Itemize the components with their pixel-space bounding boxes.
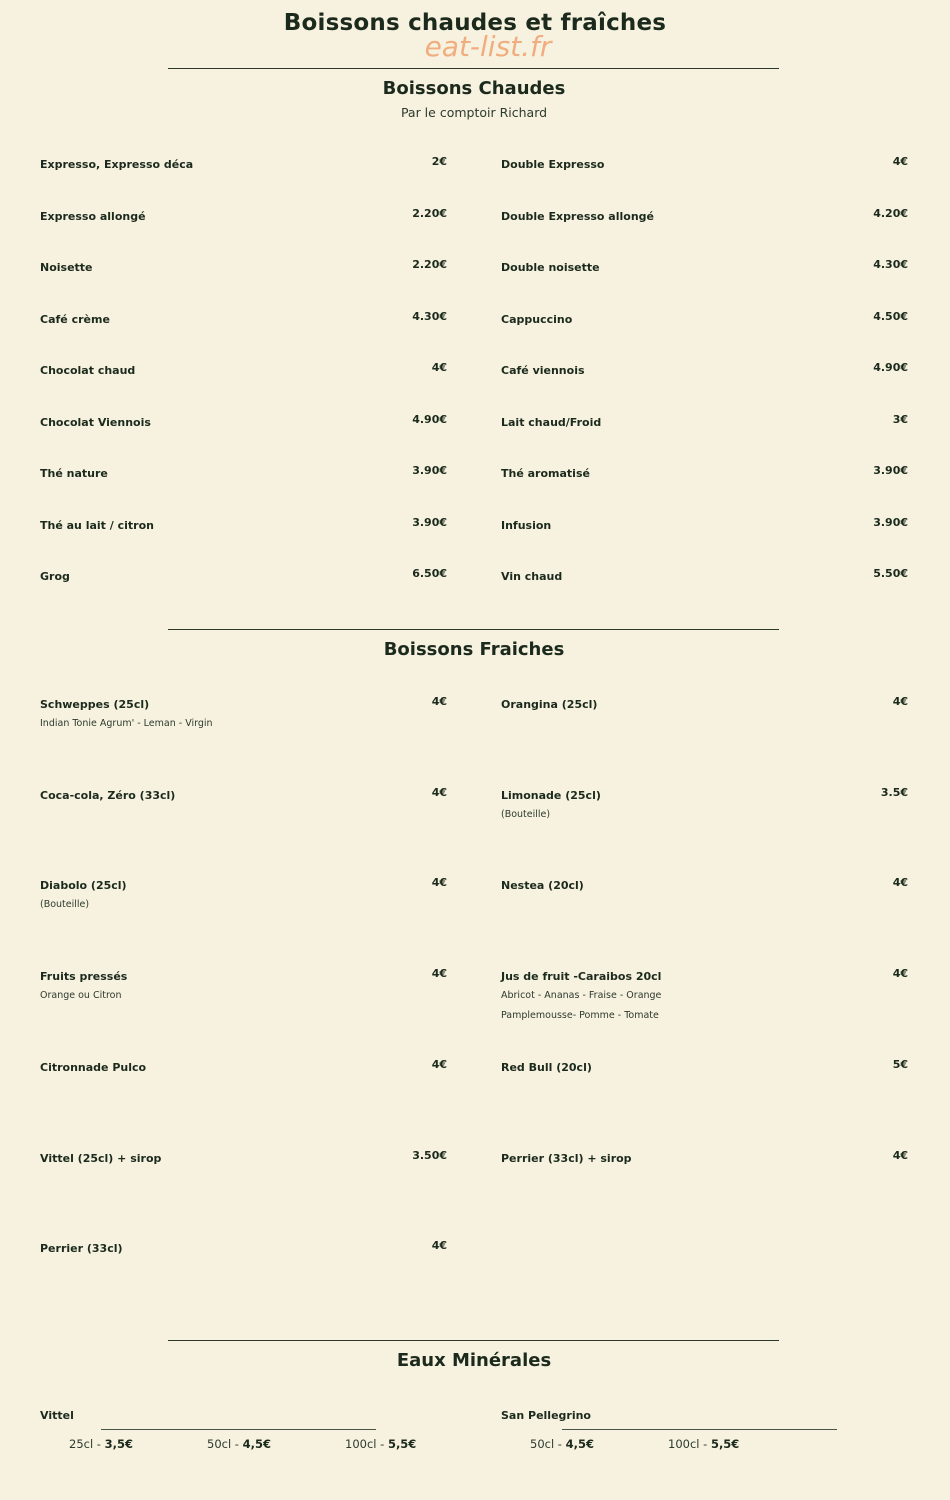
water-size: 25cl	[69, 1437, 94, 1451]
menu-item-name: Coca-cola, Zéro (33cl)	[40, 788, 176, 802]
menu-item-name: Fruits pressés	[40, 970, 128, 984]
menu-item-price: 4.30€	[412, 309, 447, 323]
cold-section-title: Boissons Fraiches	[383, 639, 565, 660]
menu-item-price: 3.90€	[412, 464, 447, 477]
water-rule	[101, 1429, 376, 1430]
menu-item-name: Infusion	[501, 518, 552, 532]
menu-item-price: 4€	[431, 361, 447, 374]
water-separator: -	[554, 1437, 566, 1451]
menu-item-name: Expresso allongé	[40, 209, 146, 223]
menu-item-price: 3.5€	[880, 785, 908, 799]
divider	[168, 68, 779, 69]
menu-item-name: Café viennois	[501, 364, 585, 377]
page-title: Boissons chaudes et fraîches	[283, 10, 667, 36]
menu-item-price: 4€	[892, 1148, 908, 1162]
menu-item-price: 4€	[431, 1239, 447, 1253]
menu-item-description: (Bouteille)	[501, 808, 551, 820]
divider	[168, 1340, 779, 1341]
menu-item-name: Vittel (25cl) + sirop	[40, 1151, 162, 1165]
water-size: 100cl	[668, 1437, 700, 1451]
menu-item-name: Schweppes (25cl)	[40, 698, 150, 711]
water-price: 3,5€	[104, 1437, 133, 1451]
menu-item-price: 4€	[892, 967, 908, 981]
water-price: 5,5€	[387, 1437, 417, 1451]
menu-item-price: 4€	[431, 967, 447, 981]
menu-item-name: Café crème	[40, 312, 110, 326]
menu-item-name: Limonade (25cl)	[501, 788, 601, 802]
menu-item-description: Abricot - Ananas - Fraise - Orange	[501, 990, 662, 1002]
menu-item-name: Vin chaud	[501, 570, 563, 583]
menu-item-price: 2.20€	[412, 258, 447, 271]
water-size: 50cl	[207, 1437, 232, 1451]
water-size-price	[207, 1437, 271, 1451]
water-size-price	[69, 1437, 133, 1451]
menu-item-price: 5.50€	[873, 567, 908, 580]
menu-item-name: Expresso, Expresso déca	[40, 158, 194, 171]
menu-item-price: 4.20€	[873, 206, 908, 220]
menu-item-name: Citronnade Pulco	[40, 1060, 147, 1074]
menu-item-price: 3.90€	[873, 464, 908, 477]
water-price: 4,5€	[242, 1437, 271, 1451]
menu-item-name: Thé aromatisé	[501, 467, 590, 480]
menu-item-price: 2€	[431, 155, 447, 168]
menu-item-price: 4.90€	[412, 412, 447, 426]
water-name-vittel: Vittel	[40, 1409, 74, 1422]
menu-item-name: Thé nature	[40, 467, 108, 480]
menu-item-name: Jus de fruit -Caraibos 20cl	[501, 970, 662, 984]
menu-item-name: Nestea (20cl)	[501, 879, 584, 893]
water-separator: -	[699, 1437, 711, 1451]
water-rule	[562, 1429, 837, 1430]
menu-item-name: Cappuccino	[501, 312, 573, 326]
water-separator: -	[93, 1437, 105, 1451]
menu-item-price: 6.50€	[412, 567, 447, 580]
water-separator: -	[231, 1437, 243, 1451]
menu-item-name: Double Expresso	[501, 158, 605, 171]
hot-section-subtitle: Par le comptoir Richard	[400, 105, 548, 120]
menu-item-description: Orange ou Citron	[40, 990, 122, 1002]
watermark: eat-list.fr	[424, 30, 552, 63]
menu-item-price: 4€	[892, 155, 908, 168]
water-size: 100cl	[345, 1437, 377, 1451]
menu-item-name: Perrier (33cl)	[40, 1242, 123, 1256]
water-size-price	[530, 1437, 594, 1451]
water-size-price	[345, 1437, 416, 1451]
menu-item-price: 3.50€	[412, 1148, 447, 1162]
menu-item-price: 4€	[892, 876, 908, 890]
water-price: 4,5€	[565, 1437, 594, 1451]
menu-item-name: Double noisette	[501, 261, 600, 274]
menu-item-name: Chocolat Viennois	[40, 415, 151, 429]
water-size: 50cl	[530, 1437, 555, 1451]
menu-item-name: Diabolo (25cl)	[40, 879, 127, 893]
menu-item-price: 3.90€	[412, 515, 447, 529]
menu-item-name: Lait chaud/Froid	[501, 415, 602, 429]
menu-item-price: 4€	[892, 695, 908, 708]
menu-item-name: Red Bull (20cl)	[501, 1060, 592, 1074]
menu-item-price: 3.90€	[873, 515, 908, 529]
menu-item-name: Orangina (25cl)	[501, 698, 598, 711]
menu-item-price: 4€	[431, 1057, 447, 1071]
menu-item-price: 4€	[431, 876, 447, 890]
menu-item-price: 3€	[892, 412, 908, 426]
menu-item-price: 4.90€	[873, 361, 908, 374]
menu-item-price: 5€	[892, 1057, 908, 1071]
menu-item-price: 4€	[431, 695, 447, 708]
menu-item-name: Chocolat chaud	[40, 364, 136, 377]
menu-item-description: Pamplemousse- Pomme - Tomate	[501, 1009, 659, 1021]
menu-item-description: Indian Tonie Agrum' - Leman - Virgin	[40, 718, 213, 729]
menu-item-price: 4.50€	[873, 309, 908, 323]
menu-item-price: 2.20€	[412, 206, 447, 220]
menu-item-name: Perrier (33cl) + sirop	[501, 1151, 632, 1165]
menu-item-name: Thé au lait / citron	[40, 518, 154, 532]
menu-item-name: Grog	[40, 570, 70, 583]
divider	[168, 629, 779, 630]
menu-item-price: 4.30€	[873, 258, 908, 271]
menu-item-name: Noisette	[40, 261, 93, 274]
hot-section-title: Boissons Chaudes	[382, 78, 566, 99]
menu-item-name: Double Expresso allongé	[501, 209, 654, 223]
water-size-price	[668, 1437, 739, 1451]
water-name-san-pellegrino: San Pellegrino	[501, 1409, 591, 1422]
water-section-title: Eaux Minérales	[396, 1350, 552, 1371]
menu-item-description: (Bouteille)	[40, 899, 90, 911]
water-separator: -	[376, 1437, 388, 1451]
menu-item-price: 4€	[431, 785, 447, 799]
water-price: 5,5€	[710, 1437, 740, 1451]
